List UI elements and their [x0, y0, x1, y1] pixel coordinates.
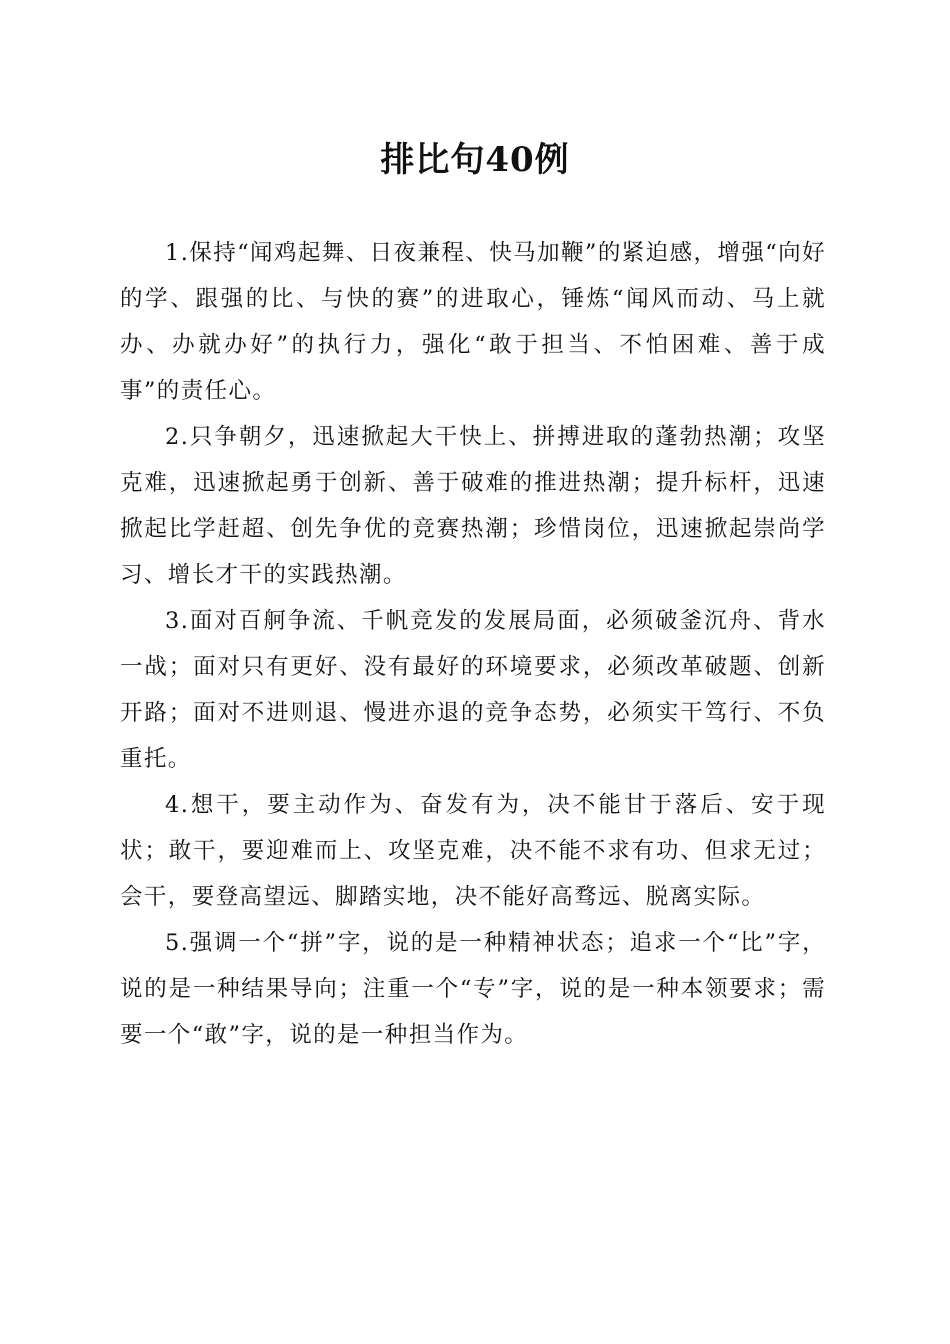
paragraph-3: 3.面对百舸争流、千帆竞发的发展局面，必须破釜沉舟、背水一战；面对只有更好、没有最好的环境要求，必须改革破题、创新开路；面对不进则退、慢进亦退的竞争态势，必须实干笃行、不负重托。 — [120, 608, 826, 772]
document-body — [120, 230, 826, 1058]
paragraph-2: 2.只争朝夕，迅速掀起大干快上、拼搏进取的蓬勃热潮；攻坚克难，迅速掀起勇于创新、善于破难的推进热潮；提升标杆，迅速掀起比学赶超、创先争优的竞赛热潮；珍惜岗位，迅速掀起崇尚学习、增长才干的实践热潮。 — [120, 424, 826, 588]
paragraph-5: 5.强调一个“拼”字，说的是一种精神状态；追求一个“比”字，说的是一种结果导向；注重一个“专”字，说的是一种本领要求；需要一个“敢”字，说的是一种担当作为。 — [120, 930, 826, 1048]
paragraph-1: 1.保持“闻鸡起舞、日夜兼程、快马加鞭”的紧迫感，增强“向好的学、跟强的比、与快的赛”的进取心，锤炼“闻风而动、马上就办、办就办好”的执行力，强化“敢于担当、不怕困难、善于成事”的责任心。 — [120, 240, 826, 404]
paragraph-4: 4.想干，要主动作为、奋发有为，决不能甘于落后、安于现状；敢干，要迎难而上、攻坚克难，决不能不求有功、但求无过；会干，要登高望远、脚踏实地，决不能好高骛远、脱离实际。 — [120, 792, 826, 910]
page-title: 排比句40例 — [380, 140, 570, 180]
